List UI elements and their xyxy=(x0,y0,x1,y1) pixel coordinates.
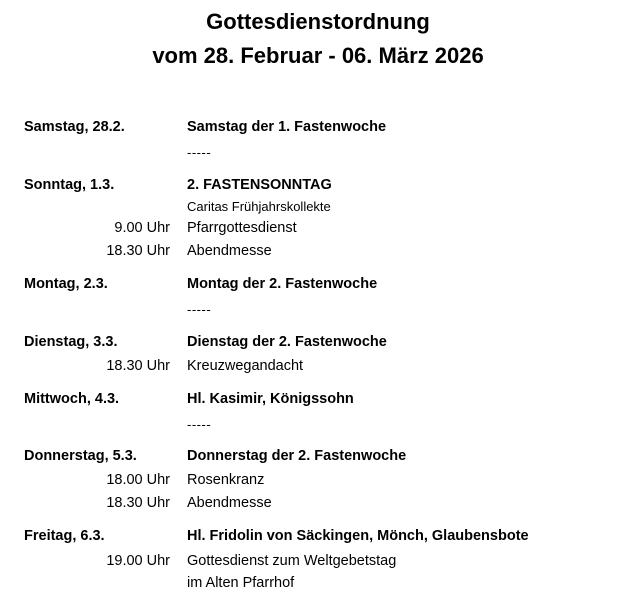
event-time: 9.00 Uhr xyxy=(114,220,170,236)
no-service-dash: ----- xyxy=(187,302,212,317)
event-description: Abendmesse xyxy=(187,495,272,511)
day-heading: 2. FASTENSONNTAG xyxy=(187,177,332,193)
day-label: Donnerstag, 5.3. xyxy=(24,448,137,464)
day-subheading: Caritas Frühjahrskollekte xyxy=(187,199,331,214)
day-label: Sonntag, 1.3. xyxy=(24,177,115,193)
event-time: 18.30 Uhr xyxy=(106,495,170,511)
title-line-1: Gottesdienstordnung xyxy=(206,9,430,34)
day-heading: Samstag der 1. Fastenwoche xyxy=(187,119,387,135)
event-description: Pfarrgottesdienst xyxy=(187,220,297,236)
title-line-2: vom 28. Februar - 06. März 2026 xyxy=(152,43,484,68)
day-label: Mittwoch, 4.3. xyxy=(24,391,120,407)
day-label: Montag, 2.3. xyxy=(24,276,108,292)
no-service-dash: ----- xyxy=(187,145,212,160)
event-description-continued: im Alten Pfarrhof xyxy=(187,575,295,591)
event-description: Rosenkranz xyxy=(187,472,265,488)
day-heading: Hl. Fridolin von Säckingen, Mönch, Glaubensbote xyxy=(187,528,529,544)
event-time: 18.30 Uhr xyxy=(106,358,170,374)
day-heading: Hl. Kasimir, Königssohn xyxy=(187,391,354,407)
event-time: 18.00 Uhr xyxy=(106,472,170,488)
day-label: Dienstag, 3.3. xyxy=(24,334,118,350)
day-heading: Dienstag der 2. Fastenwoche xyxy=(187,334,387,350)
event-description: Gottesdienst zum Weltgebetstag xyxy=(187,553,397,569)
day-heading: Donnerstag der 2. Fastenwoche xyxy=(187,448,407,464)
event-description: Abendmesse xyxy=(187,243,272,259)
event-time: 19.00 Uhr xyxy=(106,553,170,569)
no-service-dash: ----- xyxy=(187,417,212,432)
day-label: Samstag, 28.2. xyxy=(24,119,125,135)
event-description: Kreuzwegandacht xyxy=(187,358,304,374)
day-label: Freitag, 6.3. xyxy=(24,528,105,544)
event-time: 18.30 Uhr xyxy=(106,243,170,259)
day-heading: Montag der 2. Fastenwoche xyxy=(187,276,378,292)
